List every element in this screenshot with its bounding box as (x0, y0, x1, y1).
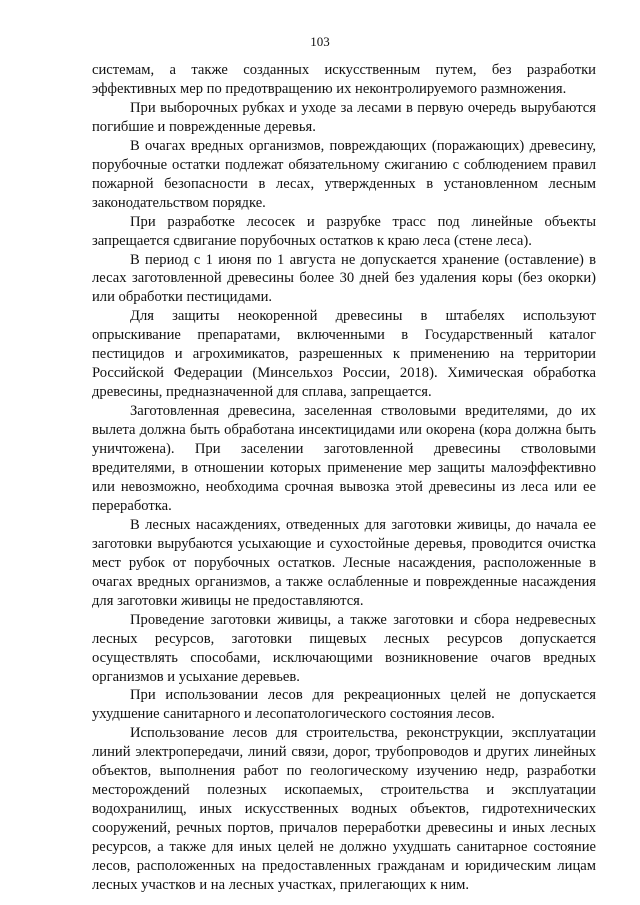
page-number: 103 (310, 34, 330, 49)
paragraph-summer-storage: В период с 1 июня по 1 августа не допускается хранение (оставление) в лесах заготовленной древесины более 30 дней без удаления коры (без окорки) или обработки пестицидами. (92, 251, 596, 306)
paragraph-infested-wood: Заготовленная древесина, заселенная стволовыми вредителями, до их вылета должна быть обработана инсектицидами или окорена (кора должна быть уничтожена). При заселении заготовленной древесины стволовыми вредителями, в отношении которых применение мер защиты малоэффективно или невозможно, необходима срочная вывозка этой древесины из леса или ее переработка. (92, 403, 596, 514)
paragraph-resin-and-non-timber: Проведение заготовки живицы, а также заготовки и сбора недревесных лесных ресурсов, заготовки пищевых лесных ресурсов допускается осуществлять способами, исключающими возникновение очагов вредных организмов и усыхание деревьев. (92, 611, 596, 685)
paragraph-recreation: При использовании лесов для рекреационных целей не допускается ухудшение санитарного и лесопатологического состояния лесов. (92, 687, 596, 723)
paragraph-continuation: системам, а также созданных искусственным путем, без разработки эффективных мер по предотвращению их неконтролируемого размножения. (92, 62, 596, 97)
paragraph-pest-foci-residue-burning: В очагах вредных организмов, повреждающих (поражающих) древесину, порубочные остатки подлежат обязательному сжиганию с соблюдением правил пожарной безопасности в лесах, утвержденных в установленном лесным законодательством порядке. (92, 137, 596, 211)
paragraph-selective-felling: При выборочных рубках и уходе за лесами в первую очередь вырубаются погибшие и поврежденные деревья. (92, 99, 596, 135)
paragraph-cutting-area-residues: При разработке лесосек и разрубке трасс под линейные объекты запрещается сдвигание порубочных остатков к краю леса (стене леса). (92, 213, 596, 249)
paragraph-unbarked-wood-protection: Для защиты неокоренной древесины в штабелях используют опрыскивание препаратами, включенными в Государственный каталог пестицидов и агрохимикатов, разрешенных к применению на территории Российской Федерации (Минсельхоз России, 2018). Химическая обработка древесины, предназначенной для сплава, запрещается. (92, 308, 596, 401)
paragraph-construction-use: Использование лесов для строительства, реконструкции, эксплуатации линий электропередачи, линий связи, дорог, трубопроводов и других линейных объектов, выполнения работ по геологическому изучению недр, разработки месторождений полезных ископаемых, строительства и эксплуатации водохранилищ, иных искусственных водных объектов, гидротехнических сооружений, речных портов, причалов переработки древесины и иных лесных ресурсов, а также для иных целей не должно ухудшать санитарное состояние лесов, расположенных на предоставленных гражданам и юридическим лицам лесных участков и на лесных участках, прилегающих к ним. (92, 725, 596, 893)
body-text (92, 61, 596, 895)
paragraph-resin-tapping-stands: В лесных насаждениях, отведенных для заготовки живицы, до начала ее заготовки вырубаются усыхающие и сухостойные деревья, проводится очистка мест рубок от порубочных остатков. Лесные насаждения, расположенные в очагах вредных организмов, а также ослабленные и поврежденные насаждения для заготовки живицы не предоставляются. (92, 516, 596, 609)
